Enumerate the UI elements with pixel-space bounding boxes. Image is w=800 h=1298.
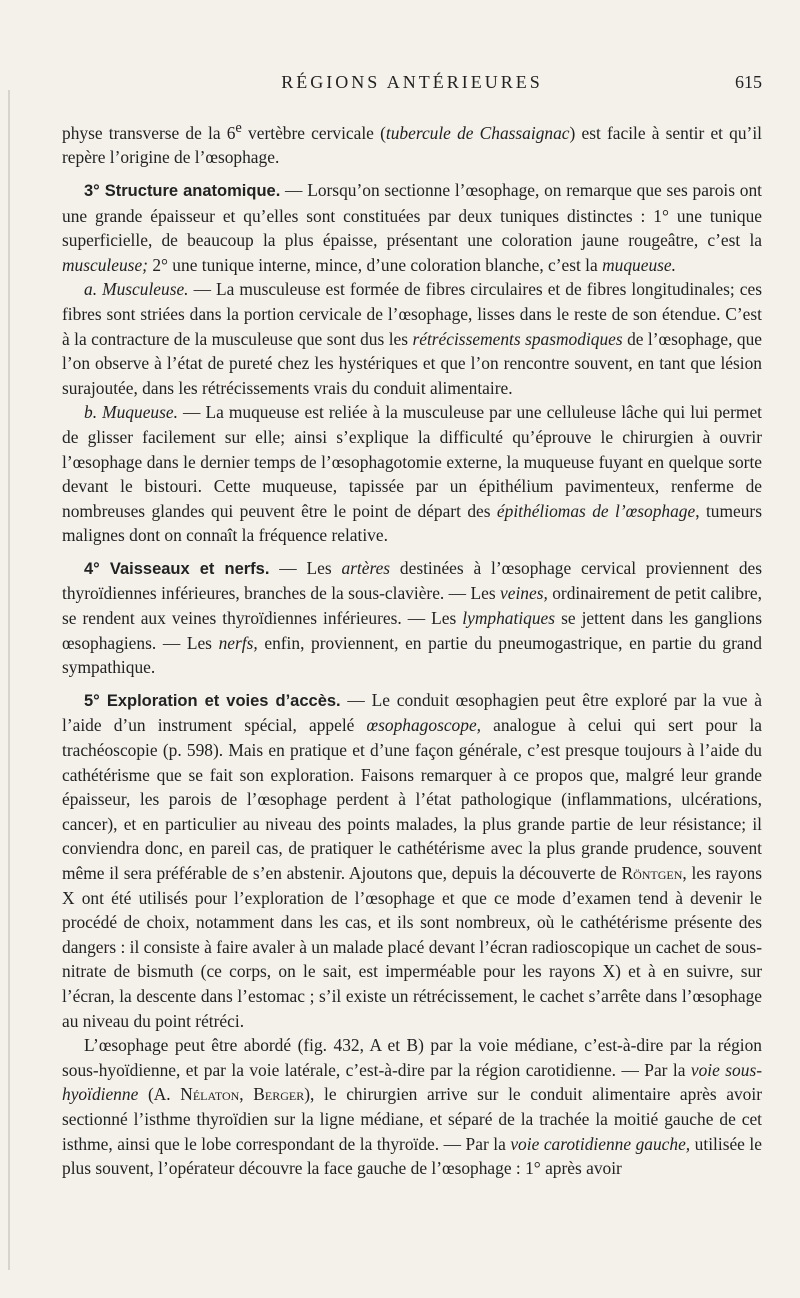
page-gutter-shadow (8, 90, 10, 1270)
section-heading: Structure anatomique. (104, 181, 281, 200)
section-exploration: 5° Exploration et voies d’accès. — Le conduit œsophagien peut être exploré par la vue à l’aide d’un instrument spécial, appelé œsophagoscope, analogue à celui qui sert pour la trachéoscopie (p. 598). Mais en pratique et d’une façon générale, c’est presque toujours à l’aide du cathétérisme que se fait son exploration. Faisons remarquer à ce propos que, malgré leur grande épaisseur, les parois de l’œsophage perdent à l’état pathologique (inflammations, ulcérations, cancer), et en particulier au niveau des points malades, la plus grande partie de leur résistance; il conviendra donc, en pareil cas, de pratiquer le cathétérisme avec la plus grande prudence, souvent même il sera préférable de s’en abstenir. Ajoutons que, depuis la découverte de Röntgen, les rayons X ont été utilisés pour l’exploration de l’œsophage et que ce mode d’examen tend à devenir le procédé de choix, notamment dans les cas, et ils sont nombreux, où le cathétérisme présente des dangers : il consiste à faire avaler à un malade placé devant l’écran radioscopique un cachet de sous-nitrate de bismuth (ce corps, on le sait, est imperméable pour les rayons X) et à en suivre, sur l’écran, la descente dans l’estomac ; s’il existe un rétrécissement, le cachet s’arrête dans l’œsophage au niveau du point rétréci. (62, 689, 763, 1031)
section-heading: Exploration et voies d’accès. (106, 691, 341, 710)
page-header (62, 72, 762, 116)
page-number: 615 (735, 72, 762, 92)
section-structure-anatomique: 3° Structure anatomique. — Lorsqu’on sectionne l’œsophage, on remarque que ses parois ont une grande épaisseur et qu’elles sont constituées par deux tuniques distinctes : 1° une tunique superficielle, de beaucoup la plus épaisse, présentant une coloration jaune rougeâtre, c’est la musculeuse; 2° une tunique interne, mince, d’une coloration blanche, c’est la muqueuse. (62, 179, 762, 275)
section-vaisseaux-et-nerfs: 4° Vaisseaux et nerfs. — Les artères destinées à l’œsophage cervical proviennent des thyroïdiennes inférieures, branches de la sous-clavière. — Les veines, ordinairement de petit calibre, se rendent aux veines thyroïdiennes inférieures. — Les lymphatiques se jettent dans les ganglions œsophagiens. — Les nerfs, enfin, proviennent, en partie du pneumogastrique, en partie du grand sympathique. (62, 557, 763, 678)
subsection-muqueuse: b. Muqueuse. — La muqueuse est reliée à la musculeuse par une celluleuse lâche qui lui permet de glisser facilement sur elle; ainsi s’explique la difficulté qu’éprouve le chirurgien à ouvrir l’œsophage dans le dernier temps de l’œsophagotomie externe, la muqueuse fuyant en quelque sorte devant le bistouri. Cette muqueuse, tapissée par un épithélium pavimenteux, renferme de nombreuses glandes qui peuvent être le point de départ des épithéliomas de l’œsophage, tumeurs malignes dont on connaît la fréquence relative. (62, 402, 762, 546)
paragraph-continuation: physe transverse de la 6e vertèbre cervicale (tubercule de Chassaignac) est facile à sentir et qu’il repère l’origine de l’œsophage. (62, 120, 763, 168)
subsection-heading: b. Muqueuse. (84, 402, 178, 423)
subsection-heading: a. Musculeuse. (84, 279, 189, 300)
paragraph-voies-d-acces: L’œsophage peut être abordé (fig. 432, A et B) par la voie médiane, c’est-à-dire par la région sous-hyoïdienne, et par la voie latérale, c’est-à-dire par la région carotidienne. — Par la voie sous-hyoïdienne (A. Nélaton, Berger), le chirurgien arrive sur le conduit alimentaire après avoir sectionné l’isthme thyroïdien sur la ligne médiane, et séparé de la trachée la moitié gauche de cet isthme, ainsi que le lobe correspondant de la thyroïde. — Par la voie carotidienne gauche, utilisée le plus souvent, l’opérateur découvre la face gauche de l’œsophage : 1° après avoir (62, 1035, 763, 1179)
section-heading: Vaisseaux et nerfs. (109, 559, 270, 578)
subsection-musculeuse: a. Musculeuse. — La musculeuse est formée de fibres circulaires et de fibres longitudinales; ces fibres sont striées dans la portion cervicale de l’œsophage, lisses dans le reste de son étendue. C’est à la contracture de la musculeuse que sont dus les rétrécissements spasmodiques de l’œsophage, que l’on observe à l’état de pureté chez les hystériques et que l’on rencontre souvent, en tant que lésion surajoutée, dans les rétrécissements vrais du conduit alimentaire. (62, 279, 762, 398)
running-head: RÉGIONS ANTÉRIEURES (281, 72, 543, 92)
